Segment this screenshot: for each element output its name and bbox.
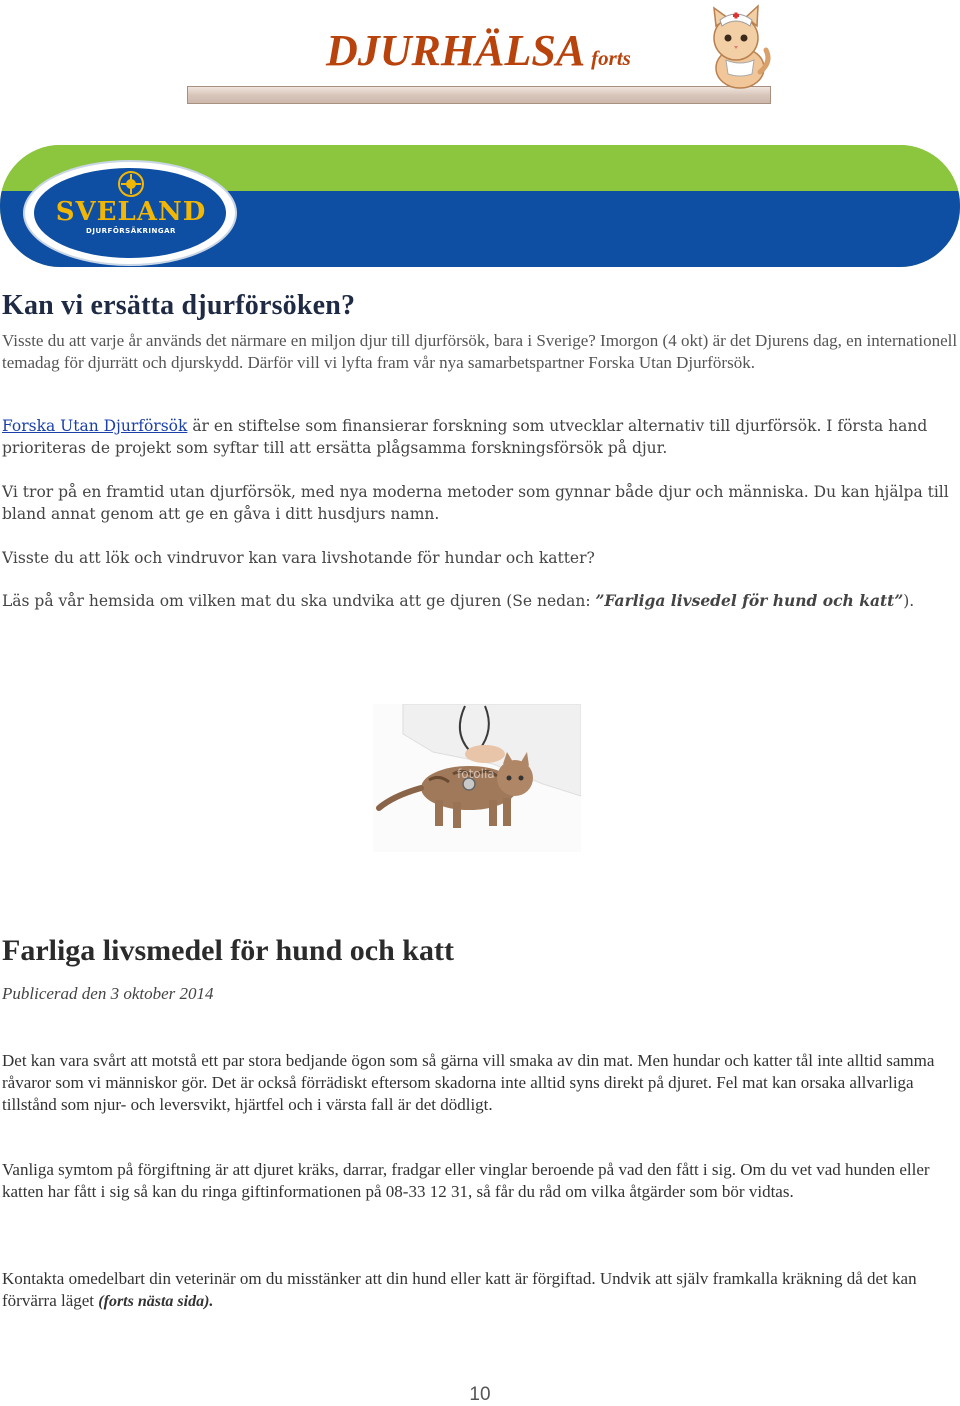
article1-paragraph-5 (2, 590, 958, 612)
logo-wordmark: SVELAND (55, 197, 207, 227)
article1-heading: Kan vi ersätta djurförsöken? (2, 290, 356, 321)
kitten-nurse-illustration (700, 2, 776, 92)
image-watermark: fotolia (457, 767, 495, 781)
title-sub: forts (591, 46, 631, 70)
article2-paragraph-2: Vanliga symtom på förgiftning är att djuret kräks, darrar, fradgar eller vinglar beroende på vad den fått i sig. Om du vet vad hunden eller katten har fått i sig så kan du ringa giftinformationen på 08-33 12 31, så får du råd om vilka åtgärder som bör vidtas. (2, 1160, 930, 1201)
article2-heading: Farliga livsmedel för hund och katt (2, 934, 454, 967)
vet-examining-cat-photo (373, 704, 581, 852)
p5-emphasis: ”Farliga livsedel för hund och katt” (595, 591, 904, 610)
p5-text-end: ). (903, 592, 915, 610)
article1-paragraph-2-text: är en stiftelse som finansierar forskning som utvecklar alternativ till djurförsök. I första hand prioriteras de projekt som syftar till att ersätta plågsamma forskningsförsök på djur. (2, 417, 928, 457)
article2-paragraph-3-text: Kontakta omedelbart din veterinär om du misstänker att din hund eller katt är förgiftad. Undvik att själv framkalla kräkning då det kan förvärra läget (2, 1269, 917, 1310)
header-decorative-bar (187, 86, 771, 104)
forska-utan-djurforsok-link[interactable]: Forska Utan Djurförsök (2, 417, 188, 435)
shield-crest-icon (117, 170, 145, 198)
title-main: DJURHÄLSA (326, 26, 586, 75)
article1-paragraph-1: Visste du att varje år används det närmare en miljon djur till djurförsök, bara i Sverige? Imorgon (4 okt) är det Djurens dag, en internationell temadag för djurrätt och djurskydd. Därför vill vi lyfta fram vår nya samarbetspartner Forska Utan Djurförsök. (2, 331, 958, 372)
logo-subtext: DJURFÖRSÄKRINGAR (86, 227, 176, 235)
article2-paragraph-3 (2, 1268, 958, 1313)
article1-paragraph-3: Vi tror på en framtid utan djurförsök, med nya moderna metoder som gynnar både djur och människa. Du kan hjälpa till bland annat genom att ge en gåva i ditt husdjurs namn. (2, 483, 949, 523)
sveland-logo (46, 170, 216, 236)
article1-paragraph-2 (2, 415, 958, 459)
article2-paragraph-1: Det kan vara svårt att motstå ett par stora bedjande ögon som så gärna vill smaka av din mat. Men hundar och katter tål inte alltid samma råvaror som vi människor gör. Det är också förrädiskt eftersom skadorna inte alltid syns direkt på djuret. Fel mat kan orsaka allvarliga tillstånd som njur- och leversvikt, hjärtfel och i värsta fall är det dödligt. (2, 1051, 935, 1114)
p5-text-start: Läs på vår hemsida om vilken mat du ska undvika att ge djuren (Se nedan: (2, 592, 596, 610)
article1-paragraph-4: Visste du att lök och vindruvor kan vara livshotande för hundar och katter? (2, 549, 595, 567)
continued-next-page-note: (forts nästa sida). (98, 1293, 214, 1310)
page-title (326, 26, 631, 83)
page-number: 10 (469, 1384, 491, 1405)
article2-published-date: Publicerad den 3 oktober 2014 (2, 984, 214, 1003)
